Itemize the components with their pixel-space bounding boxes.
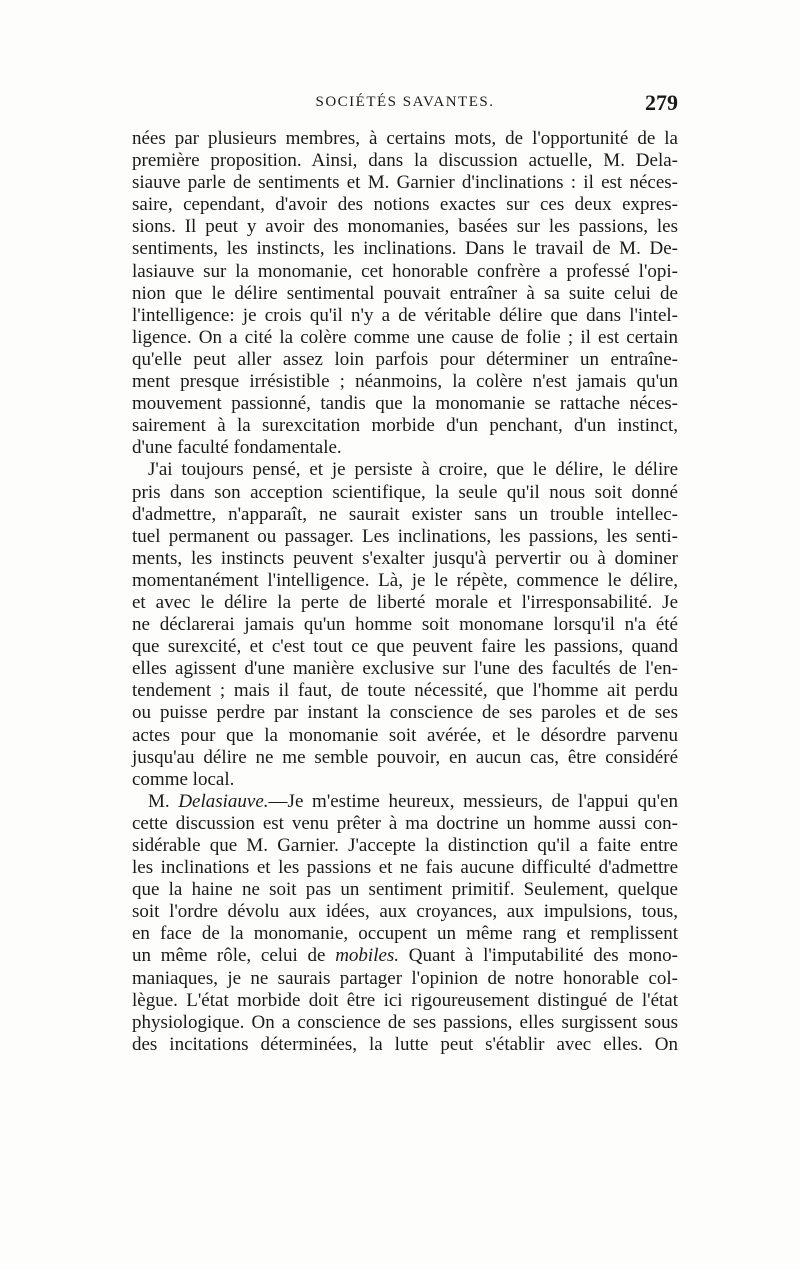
text-line <box>132 305 678 327</box>
text-line-content: J'ai toujours pensé, et je persiste à croire, que le délire, le délire <box>148 459 678 481</box>
text-line <box>132 283 678 305</box>
text-line-content: elles agissent d'une manière exclusive sur l'une des facultés de l'en- <box>132 658 678 680</box>
text-line-content: momentanément l'intelligence. Là, je le répète, commence le délire, <box>132 569 678 591</box>
text-line-content: sairement à la surexcitation morbide d'un penchant, d'un instinct, <box>132 415 678 437</box>
text-line-content: actes pour que la monomanie soit avérée, et le désordre parvenu <box>132 724 678 746</box>
text-line-content: première proposition. Ainsi, dans la discussion actuelle, M. Dela- <box>132 150 678 172</box>
text-line <box>132 216 678 238</box>
text-line-content: lasiauve sur la monomanie, cet honorable confrère a professé l'opi- <box>132 260 678 282</box>
text-line <box>132 968 678 990</box>
page-number: 279 <box>645 90 678 115</box>
italic-text: mobiles. <box>335 945 400 967</box>
text-line-content: soit l'ordre dévolu aux idées, aux croyances, aux impulsions, tous, <box>132 901 678 923</box>
text-line <box>132 901 678 923</box>
text-line-content: d'une faculté fondamentale. <box>132 437 342 459</box>
text-line <box>132 261 678 283</box>
italic-text: Delasiauve. <box>178 790 269 812</box>
text-line-content: siauve parle de sentiments et M. Garnier d'inclinations : il est néces- <box>132 172 678 194</box>
text-line <box>132 415 678 437</box>
text-line-content: en face de la monomanie, occupent un même rang et remplissent <box>132 923 678 945</box>
text-line-content: sidérable que M. Garnier. J'accepte la distinction qu'il a faite entre <box>132 835 678 856</box>
text-line-lead: un même rôle, celui de <box>132 945 336 967</box>
text-line <box>132 1012 678 1034</box>
text-line-content: jusqu'au délire ne me semble pouvoir, en aucun cas, être considéré <box>132 746 678 768</box>
text-line <box>132 658 678 680</box>
text-line <box>132 128 678 150</box>
text-line-content: qu'elle peut aller assez loin parfois pour déterminer un entraîne- <box>132 348 678 370</box>
text-line <box>132 857 678 879</box>
text-line-content: pris dans son acception scientifique, la seule qu'il nous soit donné <box>132 481 678 503</box>
text-line <box>132 702 678 724</box>
text-line-content: mouvement passionné, tandis que la monomanie se rattache néces- <box>132 393 678 415</box>
text-line <box>132 1034 678 1056</box>
text-line-content: que la haine ne soit pas un sentiment primitif. Seulement, quelque <box>132 879 678 901</box>
text-line <box>132 990 678 1012</box>
text-line-content: physiologique. On a conscience de ses passions, elles surgissent sous <box>132 1011 678 1033</box>
text-line-content: sentiments, les instincts, les inclinations. Dans le travail de M. De- <box>132 238 678 260</box>
text-line <box>132 570 678 592</box>
text-line-content: Quant à l'imputabilité des mono- <box>399 945 678 967</box>
text-line-content: tendement ; mais il faut, de toute nécessité, que l'homme ait perdu <box>132 680 678 702</box>
text-line <box>132 725 678 747</box>
text-line <box>132 150 678 172</box>
text-line <box>132 791 678 813</box>
text-line-content: d'admettre, n'apparaît, ne saurait exister sans un trouble intellec- <box>132 503 678 525</box>
text-line <box>132 349 678 371</box>
text-line <box>132 548 678 570</box>
text-line-content: lègue. L'état morbide doit être ici rigoureusement distingué de l'état <box>132 989 678 1011</box>
text-line-content: saire, cependant, d'avoir des notions exactes sur ces deux expres- <box>132 194 678 216</box>
text-line-content: cette discussion est venu prêter à ma doctrine un homme aussi con- <box>132 812 678 834</box>
text-line <box>132 437 678 459</box>
text-line <box>132 504 678 526</box>
text-line-content: ne déclarerai jamais qu'un homme soit monomane lorsqu'il n'a été <box>132 614 678 636</box>
page-header <box>132 90 678 120</box>
body-text <box>132 128 678 1056</box>
text-line <box>132 393 678 415</box>
text-line-content: et avec le délire la perte de liberté morale et l'irresponsabilité. Je <box>132 591 678 613</box>
text-line <box>132 172 678 194</box>
text-line-content: nion que le délire sentimental pouvait entraîner à sa suite celui de <box>132 282 678 304</box>
text-line-lead: M. <box>148 790 179 812</box>
text-line <box>132 636 678 658</box>
text-line <box>132 879 678 901</box>
text-line <box>132 923 678 945</box>
text-line <box>132 194 678 216</box>
text-line <box>132 459 678 481</box>
text-line <box>132 526 678 548</box>
text-line <box>132 614 678 636</box>
text-line <box>132 835 678 857</box>
text-line-content: que surexcité, et c'est tout ce que peuvent faire les passions, quand <box>132 636 678 658</box>
text-line-content: des incitations déterminées, la lutte peut s'établir avec elles. On <box>132 1033 678 1055</box>
text-line-content: —Je m'estime heureux, messieurs, de l'appui qu'en <box>268 790 678 812</box>
text-line-content: nées par plusieurs membres, à certains mots, de l'opportunité de la <box>132 128 678 149</box>
text-line <box>132 592 678 614</box>
text-line <box>132 680 678 702</box>
text-line <box>132 813 678 835</box>
text-line <box>132 769 678 791</box>
text-line-content: maniaques, je ne saurais partager l'opinion de notre honorable col- <box>132 967 678 989</box>
text-line-content: ment presque irrésistible ; néanmoins, la colère n'est jamais qu'un <box>132 371 678 393</box>
text-line-content: l'intelligence: je crois qu'il n'y a de véritable délire que dans l'intel- <box>132 304 678 326</box>
running-head: SOCIÉTÉS SAVANTES. <box>315 94 495 110</box>
text-line-content: ou puisse perdre par instant la conscience de ses paroles et de ses <box>132 702 678 724</box>
text-line <box>132 371 678 393</box>
text-line-content: les inclinations et les passions et ne fais aucune difficulté d'admettre <box>132 857 678 879</box>
text-line-content: sions. Il peut y avoir des monomanies, basées sur les passions, les <box>132 216 678 238</box>
text-line-content: comme local. <box>132 768 235 790</box>
text-line-content: tuel permanent ou passager. Les inclinations, les passions, les senti- <box>132 525 678 547</box>
text-line <box>132 238 678 260</box>
text-line-content: ligence. On a cité la colère comme une cause de folie ; il est certain <box>132 326 678 348</box>
text-line <box>132 327 678 349</box>
text-line-content: ments, les instincts peuvent s'exalter jusqu'à pervertir ou à dominer <box>132 547 678 569</box>
text-line <box>132 482 678 504</box>
text-line <box>132 945 678 967</box>
text-line <box>132 747 678 769</box>
